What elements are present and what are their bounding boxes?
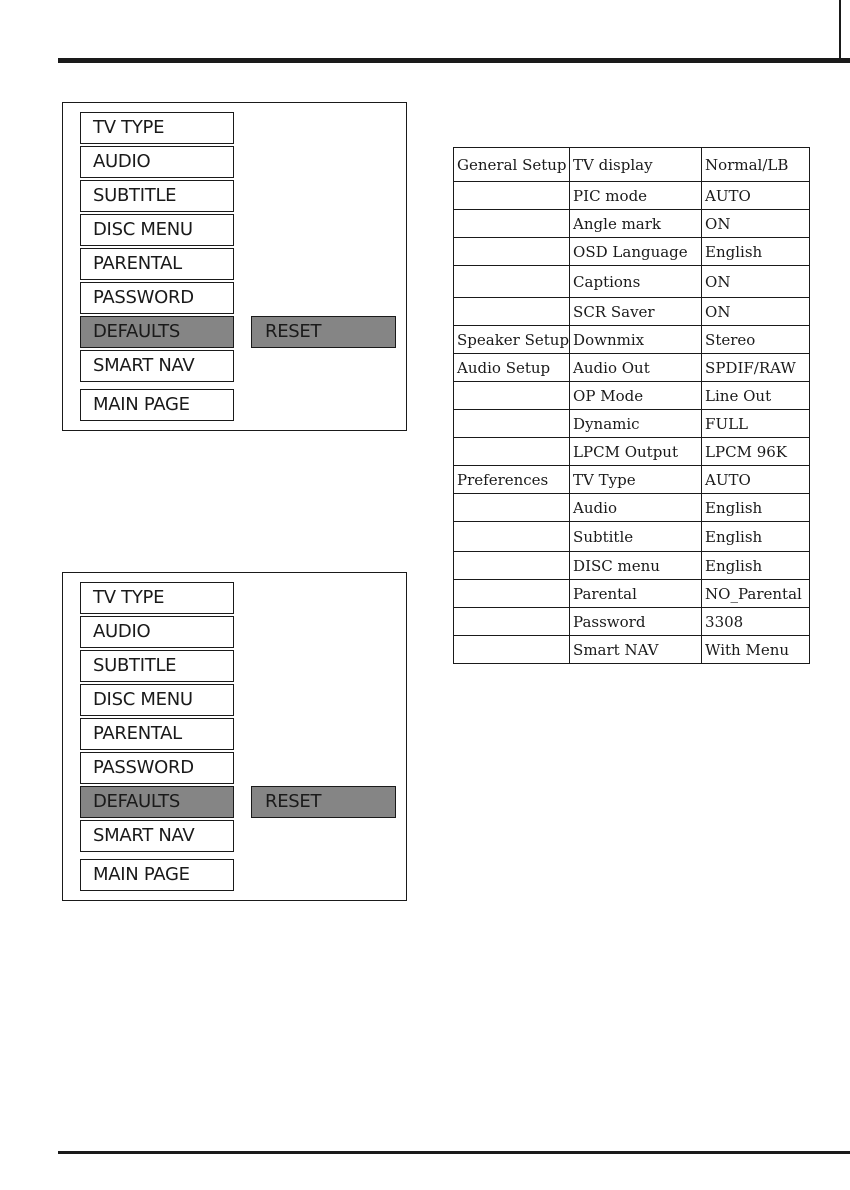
- setting-value-cell: SPDIF/RAW: [702, 354, 810, 382]
- setting-value-cell: AUTO: [702, 466, 810, 494]
- setting-value-cell: Stereo: [702, 326, 810, 354]
- table-row: [454, 580, 810, 608]
- reset-button[interactable]: RESET: [251, 786, 396, 818]
- menu-item-subtitle[interactable]: SUBTITLE: [80, 180, 234, 212]
- setting-value-cell: English: [702, 552, 810, 580]
- setup-menu-panel: [62, 572, 407, 901]
- section-cell: [454, 608, 570, 636]
- menu-item-defaults[interactable]: DEFAULTS: [80, 316, 234, 348]
- menu-item-defaults[interactable]: DEFAULTS: [80, 786, 234, 818]
- table-row: [454, 326, 810, 354]
- setting-value-cell: AUTO: [702, 182, 810, 210]
- section-cell: Speaker Setup: [454, 326, 570, 354]
- menu-item-main-page[interactable]: MAIN PAGE: [80, 859, 234, 891]
- section-cell: [454, 580, 570, 608]
- setting-value-cell: NO_Parental: [702, 580, 810, 608]
- setting-value-cell: English: [702, 522, 810, 552]
- section-cell: [454, 298, 570, 326]
- header-rule: [58, 58, 850, 63]
- setting-name-cell: TV display: [570, 148, 702, 182]
- section-cell: [454, 410, 570, 438]
- menu-item-disc-menu[interactable]: DISC MENU: [80, 214, 234, 246]
- setting-value-cell: FULL: [702, 410, 810, 438]
- menu-item-parental[interactable]: PARENTAL: [80, 248, 234, 280]
- table-row: [454, 552, 810, 580]
- setting-name-cell: Password: [570, 608, 702, 636]
- setting-name-cell: PIC mode: [570, 182, 702, 210]
- menu-item-main-page[interactable]: MAIN PAGE: [80, 389, 234, 421]
- table-row: [454, 298, 810, 326]
- setting-name-cell: Smart NAV: [570, 636, 702, 664]
- setting-name-cell: Subtitle: [570, 522, 702, 552]
- table-row: [454, 608, 810, 636]
- section-cell: [454, 182, 570, 210]
- reset-button[interactable]: RESET: [251, 316, 396, 348]
- setting-name-cell: Audio Out: [570, 354, 702, 382]
- setting-value-cell: English: [702, 238, 810, 266]
- section-cell: [454, 438, 570, 466]
- menu-item-tv-type[interactable]: TV TYPE: [80, 112, 234, 144]
- setting-value-cell: ON: [702, 210, 810, 238]
- section-cell: [454, 636, 570, 664]
- section-cell: [454, 494, 570, 522]
- section-cell: General Setup: [454, 148, 570, 182]
- section-cell: [454, 552, 570, 580]
- table-row: [454, 494, 810, 522]
- menu-item-parental[interactable]: PARENTAL: [80, 718, 234, 750]
- section-cell: Preferences: [454, 466, 570, 494]
- footer-rule: [58, 1151, 850, 1154]
- menu-item-password[interactable]: PASSWORD: [80, 282, 234, 314]
- setting-name-cell: Dynamic: [570, 410, 702, 438]
- setting-name-cell: Parental: [570, 580, 702, 608]
- setting-name-cell: OP Mode: [570, 382, 702, 410]
- table-row: [454, 522, 810, 552]
- table-row: [454, 636, 810, 664]
- menu-item-smart-nav[interactable]: SMART NAV: [80, 820, 234, 852]
- table-row: [454, 382, 810, 410]
- menu-item-audio[interactable]: AUDIO: [80, 146, 234, 178]
- settings-table: [453, 147, 810, 664]
- section-cell: [454, 238, 570, 266]
- menu-item-subtitle[interactable]: SUBTITLE: [80, 650, 234, 682]
- table-row: [454, 466, 810, 494]
- menu-item-disc-menu[interactable]: DISC MENU: [80, 684, 234, 716]
- setting-name-cell: DISC menu: [570, 552, 702, 580]
- margin-line: [839, 0, 841, 62]
- setting-value-cell: Normal/LB: [702, 148, 810, 182]
- table-row: [454, 438, 810, 466]
- section-cell: [454, 210, 570, 238]
- table-row: [454, 148, 810, 182]
- table-row: [454, 238, 810, 266]
- setting-name-cell: Downmix: [570, 326, 702, 354]
- menu-item-smart-nav[interactable]: SMART NAV: [80, 350, 234, 382]
- section-cell: Audio Setup: [454, 354, 570, 382]
- setting-name-cell: Angle mark: [570, 210, 702, 238]
- table-row: [454, 354, 810, 382]
- setting-name-cell: SCR Saver: [570, 298, 702, 326]
- setting-name-cell: Audio: [570, 494, 702, 522]
- setting-name-cell: OSD Language: [570, 238, 702, 266]
- setting-value-cell: ON: [702, 298, 810, 326]
- table-row: [454, 266, 810, 298]
- section-cell: [454, 382, 570, 410]
- table-row: [454, 182, 810, 210]
- setting-value-cell: English: [702, 494, 810, 522]
- setting-value-cell: LPCM 96K: [702, 438, 810, 466]
- setting-value-cell: ON: [702, 266, 810, 298]
- table-row: [454, 410, 810, 438]
- menu-item-tv-type[interactable]: TV TYPE: [80, 582, 234, 614]
- setup-menu-panel: [62, 102, 407, 431]
- section-cell: [454, 522, 570, 552]
- table-row: [454, 210, 810, 238]
- setting-value-cell: Line Out: [702, 382, 810, 410]
- section-cell: [454, 266, 570, 298]
- setting-name-cell: Captions: [570, 266, 702, 298]
- menu-item-audio[interactable]: AUDIO: [80, 616, 234, 648]
- menu-item-password[interactable]: PASSWORD: [80, 752, 234, 784]
- setting-name-cell: LPCM Output: [570, 438, 702, 466]
- setting-value-cell: 3308: [702, 608, 810, 636]
- setting-name-cell: TV Type: [570, 466, 702, 494]
- setting-value-cell: With Menu: [702, 636, 810, 664]
